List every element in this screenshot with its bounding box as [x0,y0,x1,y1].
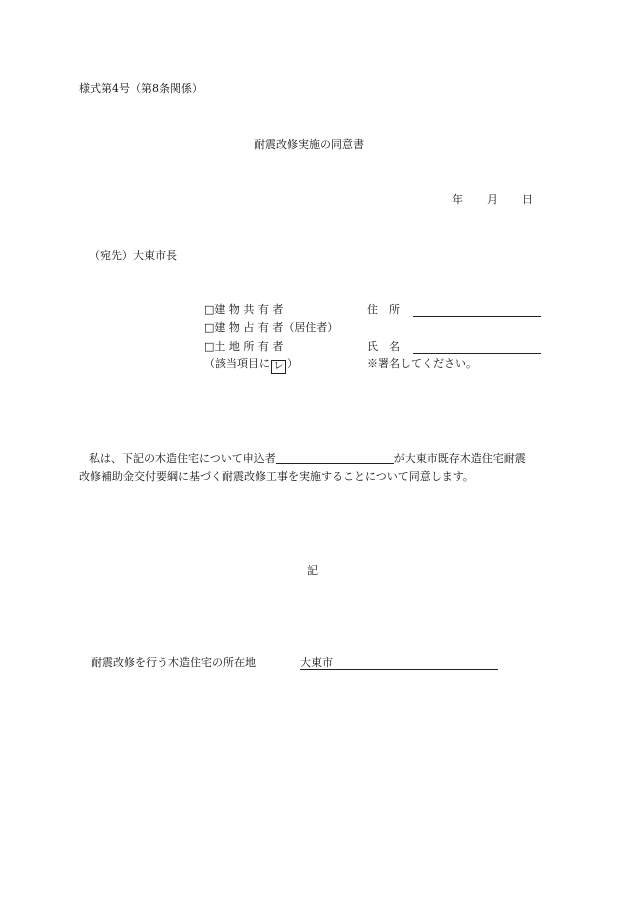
form-number: 様式第4号（第8条関係） [79,82,203,95]
checkmark-example-box: レ [271,360,286,374]
signature-note: ※署名してください。 [367,357,477,370]
location-field[interactable] [300,657,498,670]
party-option-building-co-owner: □建 物 共 有 者 [204,303,284,316]
location-label: 耐震改修を行う木造住宅の所在地 [91,656,256,669]
name-label: 氏 名 [367,340,400,353]
name-field[interactable] [413,341,541,354]
address-field[interactable] [413,304,541,317]
location-city: 大東市 [300,656,333,669]
address-label: 住 所 [367,303,400,316]
date-line [452,194,533,205]
date-month: 月 [487,193,498,206]
document-title: 耐震改修実施の同意書 [254,138,364,151]
party-option-building-occupant: □建 物 占 有 者（居住者） [204,321,339,334]
applicant-name-field[interactable] [276,452,394,464]
party-option-note: （該当項目に レ ） [204,357,298,372]
body-line-2: 改修補助金交付要綱に基づく耐震改修工事を実施することについて同意します。 [79,470,474,483]
date-year: 年 [452,193,463,206]
addressee: （宛先）大東市長 [89,249,177,262]
record-heading: 記 [307,564,318,577]
party-option-land-owner: □土 地 所 有 者 [204,340,284,353]
body-line-1: 私は、下記の木造住宅について申込者 が大東市既存木造住宅耐震 [89,452,526,465]
date-day: 日 [522,193,533,206]
